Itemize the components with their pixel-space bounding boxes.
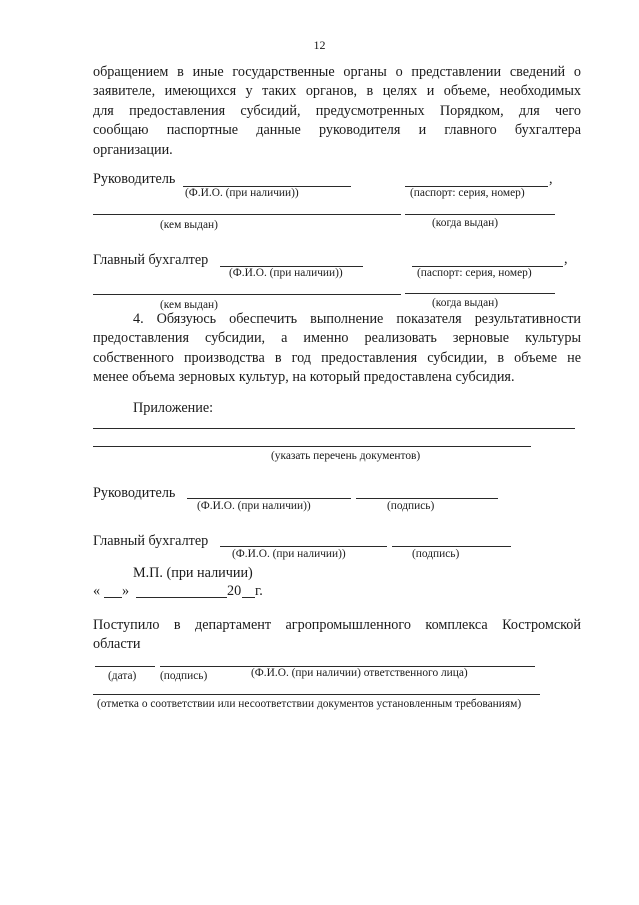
stamp-place-label: М.П. (при наличии)	[133, 565, 253, 581]
intro-paragraph	[93, 63, 581, 160]
accountant-issued-when-caption: (когда выдан)	[432, 297, 499, 309]
date-month-field[interactable]	[136, 597, 227, 598]
director-sign-fio-field[interactable]	[187, 498, 351, 499]
accountant-signature-caption: (подпись)	[412, 548, 460, 560]
director-passport-comma: ,	[549, 171, 553, 187]
conformity-field[interactable]	[93, 694, 540, 695]
accountant-fio-caption: (Ф.И.О. (при наличии))	[229, 267, 343, 279]
item4-line-4: менее объема зерновых культур, на который предоставлена субсидия.	[93, 369, 515, 386]
director-sign-label: Руководитель	[93, 485, 176, 501]
attachment-label: Приложение:	[133, 400, 214, 416]
accountant-signature-field[interactable]	[392, 546, 511, 547]
director-sign-fio-caption: (Ф.И.О. (при наличии))	[197, 500, 311, 512]
intro-line-5: организации.	[93, 141, 173, 158]
intro-line-4: сообщаю паспортные данные руководителя и главного бухгалтера	[93, 122, 581, 139]
director-issued-by-field[interactable]	[93, 214, 401, 215]
conformity-caption: (отметка о соответствии или несоответствии документов установленным требованиям)	[97, 698, 522, 710]
item4-paragraph	[93, 310, 581, 388]
date-year-suffix: г.	[255, 583, 263, 599]
director-fio-caption: (Ф.И.О. (при наличии))	[185, 187, 299, 199]
received-line-1: Поступило в департамент агропромышленного комплекса Костромской	[93, 617, 581, 633]
item4-line-3: собственного производства в год предоставления субсидии, в объеме не	[93, 349, 581, 366]
accountant-issued-when-field[interactable]	[405, 293, 555, 294]
page-number: 12	[313, 38, 326, 52]
date-day-field[interactable]	[104, 597, 122, 598]
director-issued-by-caption: (кем выдан)	[160, 219, 218, 231]
accountant-issued-by-caption: (кем выдан)	[160, 299, 218, 311]
intro-line-3: для предоставления субсидий, предусмотренных Порядком, для чего	[93, 102, 581, 119]
date-year-field[interactable]	[242, 597, 255, 598]
director-passport-caption: (паспорт: серия, номер)	[410, 187, 525, 199]
director-signature-field[interactable]	[356, 498, 498, 499]
attachment-line-1[interactable]	[93, 428, 575, 429]
accountant-sign-fio-field[interactable]	[220, 546, 387, 547]
accountant-sign-fio-caption: (Ф.И.О. (при наличии))	[232, 548, 346, 560]
director-signature-caption: (подпись)	[387, 500, 435, 512]
date-open-quote: «	[93, 583, 101, 599]
received-paragraph	[93, 616, 581, 655]
accountant-passport-label: Главный бухгалтер	[93, 252, 209, 268]
received-date-caption: (дата)	[108, 670, 137, 682]
received-date-field[interactable]	[95, 666, 155, 667]
date-close-quote: »	[122, 583, 130, 599]
item4-line-1: 4. Обязуюсь обеспечить выполнение показателя результативности	[133, 311, 581, 327]
accountant-issued-by-field[interactable]	[93, 294, 401, 295]
director-passport-label: Руководитель	[93, 171, 176, 187]
received-signature-caption: (подпись)	[160, 670, 208, 682]
attachment-caption: (указать перечень документов)	[271, 450, 421, 462]
accountant-sign-label: Главный бухгалтер	[93, 533, 209, 549]
accountant-passport-comma: ,	[564, 251, 568, 267]
intro-line-2: заявителе, имеющихся у таких органов, в целях и объеме, необходимых	[93, 83, 581, 100]
intro-line-1: обращением в иные государственные органы о представлении сведений о	[93, 64, 581, 80]
accountant-passport-caption: (паспорт: серия, номер)	[417, 267, 532, 279]
director-issued-when-caption: (когда выдан)	[432, 217, 499, 229]
date-year-prefix: 20	[227, 583, 242, 599]
received-line-2: области	[93, 636, 141, 653]
attachment-line-2[interactable]	[93, 446, 531, 447]
item4-line-2: предоставления субсидии, а именно реализовать зерновые культуры	[93, 330, 581, 347]
director-issued-when-field[interactable]	[405, 214, 555, 215]
received-fio-caption: (Ф.И.О. (при наличии) ответственного лица)	[251, 667, 468, 679]
